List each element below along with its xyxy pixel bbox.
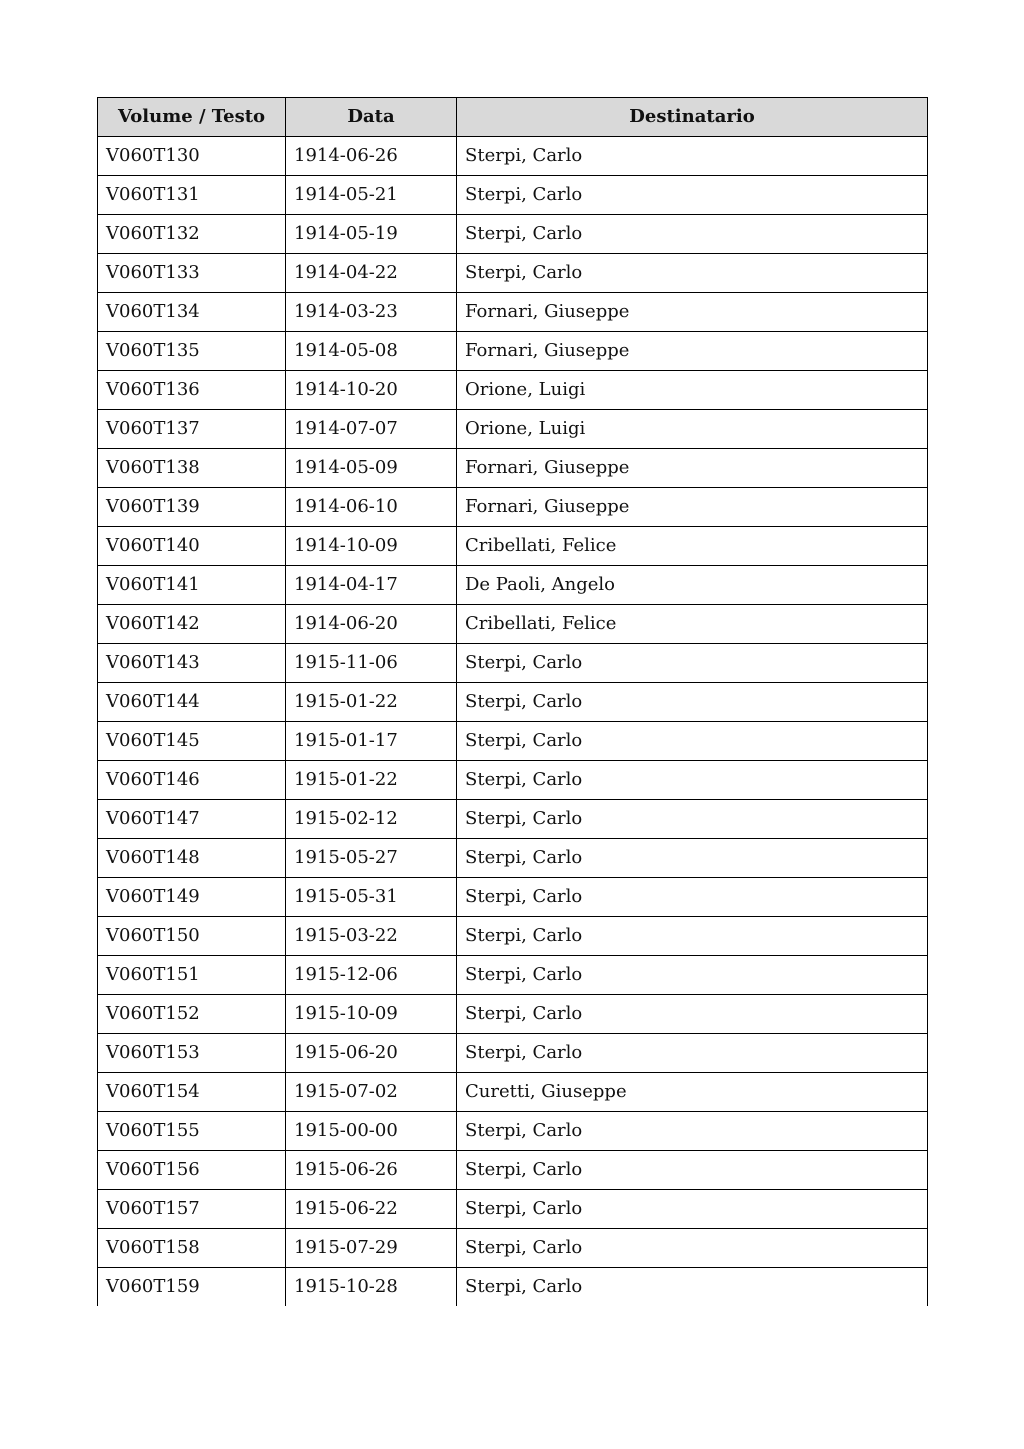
table-row [98,254,928,293]
cell-destinatario: Sterpi, Carlo [457,644,928,683]
cell-destinatario: Fornari, Giuseppe [457,449,928,488]
table-row [98,410,928,449]
cell-volume-testo: V060T137 [98,410,286,449]
table-row [98,683,928,722]
cell-destinatario: Sterpi, Carlo [457,137,928,176]
table-row [98,605,928,644]
cell-data: 1915-01-17 [286,722,457,761]
cell-data: 1915-01-22 [286,683,457,722]
cell-volume-testo: V060T156 [98,1151,286,1190]
cell-data: 1915-07-02 [286,1073,457,1112]
column-header-destinatario: Destinatario [457,98,928,137]
cell-destinatario: Sterpi, Carlo [457,683,928,722]
cell-data: 1914-05-09 [286,449,457,488]
cell-data: 1915-06-26 [286,1151,457,1190]
cell-destinatario: Cribellati, Felice [457,605,928,644]
cell-destinatario: Sterpi, Carlo [457,839,928,878]
cell-volume-testo: V060T150 [98,917,286,956]
cell-data: 1914-07-07 [286,410,457,449]
cell-destinatario: Sterpi, Carlo [457,1034,928,1073]
cell-destinatario: Sterpi, Carlo [457,1229,928,1268]
cell-data: 1914-04-17 [286,566,457,605]
table-row [98,449,928,488]
cell-data: 1914-06-26 [286,137,457,176]
cell-volume-testo: V060T140 [98,527,286,566]
cell-destinatario: Sterpi, Carlo [457,215,928,254]
cell-data: 1915-12-06 [286,956,457,995]
cell-data: 1914-06-10 [286,488,457,527]
cell-volume-testo: V060T147 [98,800,286,839]
cell-volume-testo: V060T131 [98,176,286,215]
cell-destinatario: De Paoli, Angelo [457,566,928,605]
cell-volume-testo: V060T134 [98,293,286,332]
cell-destinatario: Curetti, Giuseppe [457,1073,928,1112]
letters-table [97,97,928,1306]
cell-data: 1914-10-20 [286,371,457,410]
cell-destinatario: Sterpi, Carlo [457,878,928,917]
cell-volume-testo: V060T144 [98,683,286,722]
table-row [98,527,928,566]
cell-volume-testo: V060T152 [98,995,286,1034]
cell-volume-testo: V060T148 [98,839,286,878]
table-row [98,761,928,800]
cell-volume-testo: V060T142 [98,605,286,644]
table-row [98,1229,928,1268]
column-header-data: Data [286,98,457,137]
cell-data: 1915-11-06 [286,644,457,683]
cell-destinatario: Sterpi, Carlo [457,761,928,800]
cell-volume-testo: V060T145 [98,722,286,761]
cell-data: 1915-01-22 [286,761,457,800]
table-row [98,878,928,917]
cell-destinatario: Sterpi, Carlo [457,917,928,956]
cell-volume-testo: V060T154 [98,1073,286,1112]
table-row [98,332,928,371]
cell-volume-testo: V060T159 [98,1268,286,1307]
cell-volume-testo: V060T143 [98,644,286,683]
cell-destinatario: Fornari, Giuseppe [457,488,928,527]
table-row [98,800,928,839]
cell-destinatario: Sterpi, Carlo [457,800,928,839]
cell-data: 1914-06-20 [286,605,457,644]
cell-destinatario: Orione, Luigi [457,410,928,449]
cell-volume-testo: V060T141 [98,566,286,605]
cell-data: 1915-07-29 [286,1229,457,1268]
table-row [98,839,928,878]
cell-data: 1915-10-28 [286,1268,457,1307]
cell-volume-testo: V060T158 [98,1229,286,1268]
table-row [98,137,928,176]
table-row [98,917,928,956]
cell-volume-testo: V060T133 [98,254,286,293]
cell-volume-testo: V060T132 [98,215,286,254]
cell-volume-testo: V060T149 [98,878,286,917]
cell-data: 1915-05-31 [286,878,457,917]
cell-data: 1915-00-00 [286,1112,457,1151]
table-body [98,137,928,1307]
table-row [98,1112,928,1151]
cell-data: 1915-10-09 [286,995,457,1034]
cell-data: 1914-05-21 [286,176,457,215]
cell-destinatario: Sterpi, Carlo [457,254,928,293]
cell-data: 1914-04-22 [286,254,457,293]
cell-data: 1915-03-22 [286,917,457,956]
cell-volume-testo: V060T153 [98,1034,286,1073]
cell-data: 1914-10-09 [286,527,457,566]
cell-volume-testo: V060T146 [98,761,286,800]
table-row [98,1151,928,1190]
cell-destinatario: Sterpi, Carlo [457,1268,928,1307]
table-row [98,956,928,995]
table-row [98,293,928,332]
table-row [98,176,928,215]
cell-volume-testo: V060T155 [98,1112,286,1151]
table-row [98,215,928,254]
table-row [98,995,928,1034]
cell-data: 1914-05-08 [286,332,457,371]
table-row [98,566,928,605]
cell-data: 1915-06-22 [286,1190,457,1229]
cell-destinatario: Fornari, Giuseppe [457,332,928,371]
table-row [98,1073,928,1112]
cell-data: 1914-05-19 [286,215,457,254]
cell-volume-testo: V060T138 [98,449,286,488]
cell-destinatario: Fornari, Giuseppe [457,293,928,332]
column-header-volume-testo: Volume / Testo [98,98,286,137]
cell-destinatario: Sterpi, Carlo [457,1151,928,1190]
cell-destinatario: Sterpi, Carlo [457,956,928,995]
cell-destinatario: Sterpi, Carlo [457,1112,928,1151]
cell-volume-testo: V060T139 [98,488,286,527]
cell-destinatario: Sterpi, Carlo [457,995,928,1034]
cell-volume-testo: V060T157 [98,1190,286,1229]
cell-data: 1915-06-20 [286,1034,457,1073]
cell-data: 1915-05-27 [286,839,457,878]
table-row [98,1268,928,1307]
cell-destinatario: Orione, Luigi [457,371,928,410]
table-row [98,371,928,410]
table-row [98,1190,928,1229]
cell-volume-testo: V060T136 [98,371,286,410]
table-row [98,722,928,761]
cell-destinatario: Sterpi, Carlo [457,722,928,761]
cell-destinatario: Sterpi, Carlo [457,176,928,215]
table-header [98,98,928,137]
table-row [98,1034,928,1073]
cell-destinatario: Sterpi, Carlo [457,1190,928,1229]
cell-volume-testo: V060T151 [98,956,286,995]
cell-data: 1915-02-12 [286,800,457,839]
header-row [98,98,928,137]
table-row [98,488,928,527]
cell-volume-testo: V060T135 [98,332,286,371]
cell-volume-testo: V060T130 [98,137,286,176]
table-row [98,644,928,683]
cell-data: 1914-03-23 [286,293,457,332]
cell-destinatario: Cribellati, Felice [457,527,928,566]
